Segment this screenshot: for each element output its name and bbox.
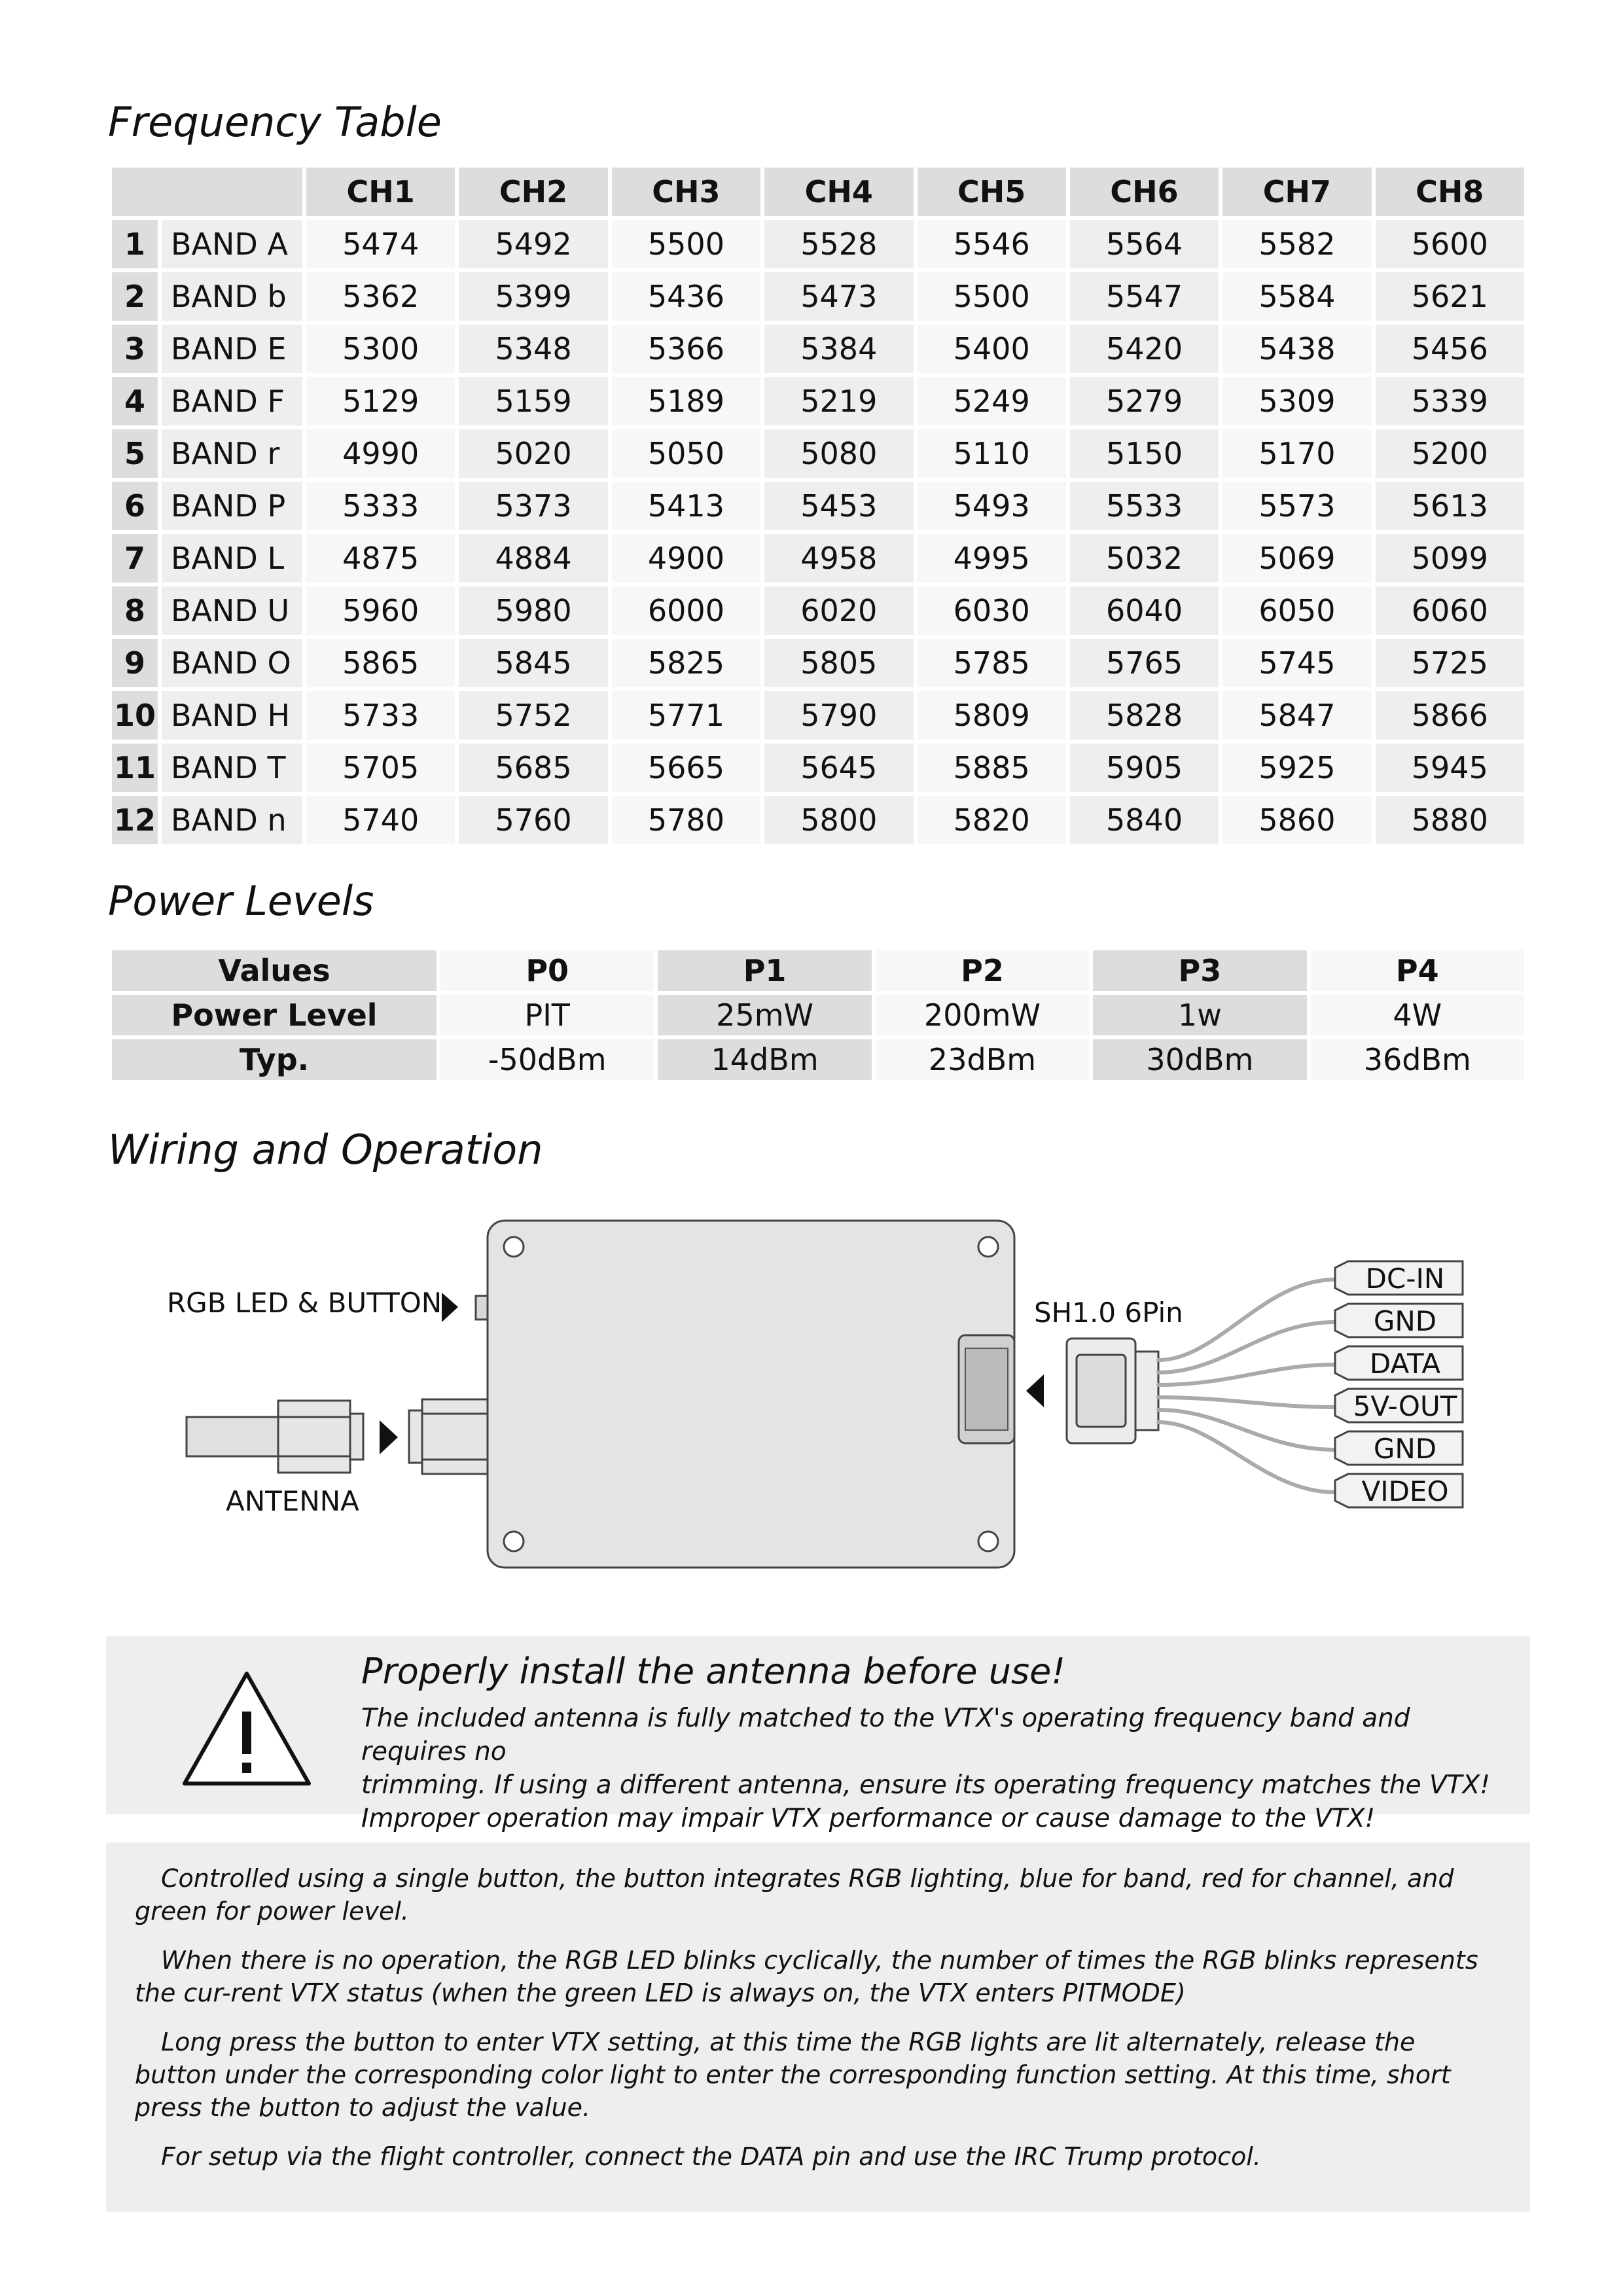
antenna-arrow-icon bbox=[380, 1420, 398, 1454]
frequency-cell: 4875 bbox=[306, 534, 455, 583]
svg-text:5V-OUT: 5V-OUT bbox=[1353, 1390, 1457, 1422]
warning-line: Improper operation may impair VTX performance or cause damage to the VTX! bbox=[361, 1804, 1376, 1833]
power-typ-row bbox=[112, 1039, 1524, 1080]
band-name: BAND n bbox=[162, 796, 302, 844]
frequency-cell: 5840 bbox=[1070, 796, 1219, 844]
wiring-title: Wiring and Operation bbox=[108, 1126, 543, 1174]
power-header-cell: P3 bbox=[1093, 950, 1306, 991]
frequency-cell: 5339 bbox=[1376, 377, 1524, 425]
frequency-row bbox=[112, 534, 1524, 583]
channel-header: CH5 bbox=[918, 168, 1066, 216]
frequency-cell: 5785 bbox=[918, 639, 1066, 687]
warning-line: trimming. If using a different antenna, ensure its operating frequency matches the VTX! bbox=[361, 1770, 1490, 1800]
channel-header: CH2 bbox=[459, 168, 607, 216]
band-name: BAND b bbox=[162, 272, 302, 321]
plug-arrow-icon bbox=[1026, 1374, 1044, 1407]
band-name: BAND P bbox=[162, 482, 302, 530]
frequency-header-row bbox=[112, 168, 1524, 216]
frequency-cell: 5547 bbox=[1070, 272, 1219, 321]
band-name: BAND L bbox=[162, 534, 302, 583]
frequency-row bbox=[112, 691, 1524, 740]
frequency-cell: 5533 bbox=[1070, 482, 1219, 530]
frequency-cell: 5528 bbox=[764, 220, 913, 268]
frequency-cell: 5150 bbox=[1070, 429, 1219, 478]
frequency-row bbox=[112, 796, 1524, 844]
frequency-cell: 5582 bbox=[1222, 220, 1371, 268]
frequency-cell: 5362 bbox=[306, 272, 455, 321]
mount-hole bbox=[978, 1532, 998, 1551]
mount-hole bbox=[504, 1237, 524, 1257]
frequency-cell: 5980 bbox=[459, 586, 607, 635]
power-cell: 4W bbox=[1311, 995, 1524, 1035]
frequency-cell: 5453 bbox=[764, 482, 913, 530]
frequency-row bbox=[112, 272, 1524, 321]
frequency-cell: 5825 bbox=[612, 639, 760, 687]
frequency-cell: 4900 bbox=[612, 534, 760, 583]
power-row-label: Power Level bbox=[112, 995, 437, 1035]
pin-label bbox=[1335, 1389, 1463, 1422]
channel-header: CH1 bbox=[306, 168, 455, 216]
operation-paragraph: When there is no operation, the RGB LED blinks cyclically, the number of times the RGB blinks represents the cur-rent VTX status (when the green LED is always on, the VTX enters PITMODE) bbox=[135, 1946, 1478, 2007]
band-number: 4 bbox=[112, 377, 158, 425]
frequency-cell: 5500 bbox=[918, 272, 1066, 321]
vtx-board bbox=[488, 1221, 1014, 1568]
band-name: BAND T bbox=[162, 744, 302, 792]
frequency-cell: 5745 bbox=[1222, 639, 1371, 687]
operation-paragraph: For setup via the flight controller, connect the DATA pin and use the IRC Trump protocol. bbox=[161, 2142, 1261, 2171]
frequency-cell: 5279 bbox=[1070, 377, 1219, 425]
pin-label bbox=[1335, 1474, 1463, 1507]
power-cell: 1w bbox=[1093, 995, 1306, 1035]
frequency-cell: 5584 bbox=[1222, 272, 1371, 321]
frequency-cell: 5645 bbox=[764, 744, 913, 792]
mount-hole bbox=[504, 1532, 524, 1551]
power-cell: 200mW bbox=[876, 995, 1089, 1035]
band-name: BAND H bbox=[162, 691, 302, 740]
frequency-cell: 5159 bbox=[459, 377, 607, 425]
frequency-cell: 5492 bbox=[459, 220, 607, 268]
frequency-cell: 5885 bbox=[918, 744, 1066, 792]
band-number: 9 bbox=[112, 639, 158, 687]
antenna-connector bbox=[409, 1399, 488, 1474]
band-name: BAND r bbox=[162, 429, 302, 478]
frequency-cell: 5765 bbox=[1070, 639, 1219, 687]
operation-instructions bbox=[106, 1842, 1530, 2212]
warning-title: Properly install the antenna before use! bbox=[361, 1651, 1065, 1692]
power-row-label: Typ. bbox=[112, 1039, 437, 1080]
frequency-cell: 5373 bbox=[459, 482, 607, 530]
frequency-cell: 5705 bbox=[306, 744, 455, 792]
frequency-cell: 5189 bbox=[612, 377, 760, 425]
power-cell: 25mW bbox=[658, 995, 871, 1035]
warning-text bbox=[361, 1702, 1513, 1835]
frequency-cell: 5665 bbox=[612, 744, 760, 792]
rgb-led-button bbox=[476, 1296, 488, 1319]
frequency-cell: 6050 bbox=[1222, 586, 1371, 635]
power-cell: 14dBm bbox=[658, 1039, 871, 1080]
frequency-cell: 5200 bbox=[1376, 429, 1524, 478]
band-number: 5 bbox=[112, 429, 158, 478]
band-number: 8 bbox=[112, 586, 158, 635]
channel-header: CH7 bbox=[1222, 168, 1371, 216]
frequency-cell: 5845 bbox=[459, 639, 607, 687]
band-name: BAND O bbox=[162, 639, 302, 687]
power-values-row bbox=[112, 950, 1524, 991]
frequency-cell: 5960 bbox=[306, 586, 455, 635]
connector-label: SH1.0 6Pin bbox=[1034, 1297, 1183, 1329]
frequency-cell: 5945 bbox=[1376, 744, 1524, 792]
frequency-cell: 5600 bbox=[1376, 220, 1524, 268]
frequency-cell: 5384 bbox=[764, 325, 913, 373]
frequency-cell: 5099 bbox=[1376, 534, 1524, 583]
svg-text:DATA: DATA bbox=[1369, 1348, 1441, 1380]
frequency-cell: 5740 bbox=[306, 796, 455, 844]
frequency-cell: 5493 bbox=[918, 482, 1066, 530]
frequency-cell: 5348 bbox=[459, 325, 607, 373]
channel-header: CH6 bbox=[1070, 168, 1219, 216]
frequency-cell: 5438 bbox=[1222, 325, 1371, 373]
operation-paragraph: Controlled using a single button, the button integrates RGB lighting, blue for band, red for channel, and green for power level. bbox=[135, 1864, 1454, 1926]
frequency-cell: 5420 bbox=[1070, 325, 1219, 373]
frequency-cell: 5366 bbox=[612, 325, 760, 373]
warning-line: The included antenna is fully matched to the VTX's operating frequency band and requires no bbox=[361, 1704, 1410, 1767]
power-level-row bbox=[112, 995, 1524, 1035]
warning-box bbox=[106, 1636, 1530, 1833]
band-number: 3 bbox=[112, 325, 158, 373]
frequency-row bbox=[112, 482, 1524, 530]
band-number: 10 bbox=[112, 691, 158, 740]
band-number: 12 bbox=[112, 796, 158, 844]
frequency-cell: 5333 bbox=[306, 482, 455, 530]
frequency-cell: 5080 bbox=[764, 429, 913, 478]
frequency-cell: 5790 bbox=[764, 691, 913, 740]
frequency-cell: 4958 bbox=[764, 534, 913, 583]
power-header-cell: P4 bbox=[1311, 950, 1524, 991]
frequency-cell: 5780 bbox=[612, 796, 760, 844]
frequency-cell: 5564 bbox=[1070, 220, 1219, 268]
wires bbox=[1158, 1280, 1335, 1492]
band-name: BAND F bbox=[162, 377, 302, 425]
frequency-table-title: Frequency Table bbox=[108, 98, 442, 146]
frequency-cell: 5219 bbox=[764, 377, 913, 425]
sh10-plug bbox=[1067, 1338, 1158, 1443]
frequency-cell: 5069 bbox=[1222, 534, 1371, 583]
frequency-cell: 5129 bbox=[306, 377, 455, 425]
antenna bbox=[187, 1401, 363, 1473]
frequency-cell: 5399 bbox=[459, 272, 607, 321]
power-levels-table bbox=[108, 946, 1528, 1084]
frequency-row bbox=[112, 429, 1524, 478]
frequency-cell: 6040 bbox=[1070, 586, 1219, 635]
frequency-cell: 4990 bbox=[306, 429, 455, 478]
frequency-cell: 5436 bbox=[612, 272, 760, 321]
frequency-cell: 6030 bbox=[918, 586, 1066, 635]
pin-label bbox=[1335, 1261, 1463, 1295]
frequency-cell: 6020 bbox=[764, 586, 913, 635]
power-cell: 23dBm bbox=[876, 1039, 1089, 1080]
frequency-cell: 5613 bbox=[1376, 482, 1524, 530]
frequency-cell: 5880 bbox=[1376, 796, 1524, 844]
rgb-arrow-icon bbox=[442, 1293, 458, 1322]
channel-header: CH4 bbox=[764, 168, 913, 216]
frequency-cell: 5865 bbox=[306, 639, 455, 687]
frequency-cell: 5866 bbox=[1376, 691, 1524, 740]
frequency-cell: 5847 bbox=[1222, 691, 1371, 740]
frequency-cell: 5546 bbox=[918, 220, 1066, 268]
rgb-led-button-label: RGB LED & BUTTON bbox=[167, 1287, 442, 1319]
svg-text:DC-IN: DC-IN bbox=[1365, 1263, 1445, 1295]
frequency-cell: 5300 bbox=[306, 325, 455, 373]
frequency-cell: 5860 bbox=[1222, 796, 1371, 844]
band-number: 2 bbox=[112, 272, 158, 321]
frequency-cell: 4995 bbox=[918, 534, 1066, 583]
frequency-cell: 5752 bbox=[459, 691, 607, 740]
frequency-cell: 5474 bbox=[306, 220, 455, 268]
pin-label bbox=[1335, 1346, 1463, 1380]
power-cell: 36dBm bbox=[1311, 1039, 1524, 1080]
frequency-row bbox=[112, 377, 1524, 425]
frequency-row bbox=[112, 744, 1524, 792]
band-name: BAND E bbox=[162, 325, 302, 373]
band-number: 11 bbox=[112, 744, 158, 792]
band-number: 7 bbox=[112, 534, 158, 583]
frequency-cell: 5800 bbox=[764, 796, 913, 844]
frequency-cell: 5413 bbox=[612, 482, 760, 530]
frequency-cell: 5473 bbox=[764, 272, 913, 321]
mount-hole bbox=[978, 1237, 998, 1257]
power-row-label: Values bbox=[112, 950, 437, 991]
frequency-cell: 5110 bbox=[918, 429, 1066, 478]
power-cell: PIT bbox=[440, 995, 654, 1035]
power-cell: 30dBm bbox=[1093, 1039, 1306, 1080]
frequency-cell: 5309 bbox=[1222, 377, 1371, 425]
frequency-cell: 5760 bbox=[459, 796, 607, 844]
band-name: BAND A bbox=[162, 220, 302, 268]
antenna-label: ANTENNA bbox=[226, 1485, 359, 1517]
frequency-cell: 5456 bbox=[1376, 325, 1524, 373]
frequency-cell: 6060 bbox=[1376, 586, 1524, 635]
frequency-table bbox=[108, 164, 1528, 848]
frequency-cell: 5809 bbox=[918, 691, 1066, 740]
svg-text:GND: GND bbox=[1373, 1433, 1437, 1465]
frequency-cell: 5828 bbox=[1070, 691, 1219, 740]
frequency-row bbox=[112, 639, 1524, 687]
frequency-row bbox=[112, 220, 1524, 268]
pin-label bbox=[1335, 1304, 1463, 1337]
frequency-row bbox=[112, 325, 1524, 373]
frequency-cell: 5621 bbox=[1376, 272, 1524, 321]
frequency-cell: 5771 bbox=[612, 691, 760, 740]
channel-header: CH3 bbox=[612, 168, 760, 216]
svg-text:GND: GND bbox=[1373, 1305, 1437, 1337]
frequency-cell: 5170 bbox=[1222, 429, 1371, 478]
power-header-cell: P2 bbox=[876, 950, 1089, 991]
frequency-cell: 5020 bbox=[459, 429, 607, 478]
warning-icon bbox=[178, 1666, 315, 1790]
power-cell: -50dBm bbox=[440, 1039, 654, 1080]
wiring-diagram bbox=[0, 1191, 1623, 1610]
power-header-cell: P1 bbox=[658, 950, 871, 991]
frequency-cell: 5905 bbox=[1070, 744, 1219, 792]
frequency-cell: 5249 bbox=[918, 377, 1066, 425]
frequency-cell: 5725 bbox=[1376, 639, 1524, 687]
frequency-cell: 4884 bbox=[459, 534, 607, 583]
frequency-cell: 5733 bbox=[306, 691, 455, 740]
power-header-cell: P0 bbox=[440, 950, 654, 991]
frequency-cell: 5050 bbox=[612, 429, 760, 478]
pin-label bbox=[1335, 1431, 1463, 1465]
power-levels-title: Power Levels bbox=[108, 877, 374, 925]
frequency-cell: 5400 bbox=[918, 325, 1066, 373]
frequency-cell: 5820 bbox=[918, 796, 1066, 844]
frequency-cell: 5500 bbox=[612, 220, 760, 268]
svg-text:VIDEO: VIDEO bbox=[1361, 1475, 1449, 1507]
operation-paragraph: Long press the button to enter VTX setting, at this time the RGB lights are lit alternately, release the button under the corresponding color light to enter the corresponding function setting. At this time, short press the button to adjust the value. bbox=[135, 2028, 1451, 2122]
frequency-cell: 5805 bbox=[764, 639, 913, 687]
frequency-cell: 5685 bbox=[459, 744, 607, 792]
channel-header: CH8 bbox=[1376, 168, 1524, 216]
band-number: 6 bbox=[112, 482, 158, 530]
frequency-row bbox=[112, 586, 1524, 635]
frequency-cell: 5573 bbox=[1222, 482, 1371, 530]
frequency-cell: 6000 bbox=[612, 586, 760, 635]
band-number: 1 bbox=[112, 220, 158, 268]
corner-cell bbox=[112, 168, 302, 216]
frequency-cell: 5032 bbox=[1070, 534, 1219, 583]
frequency-cell: 5925 bbox=[1222, 744, 1371, 792]
band-name: BAND U bbox=[162, 586, 302, 635]
